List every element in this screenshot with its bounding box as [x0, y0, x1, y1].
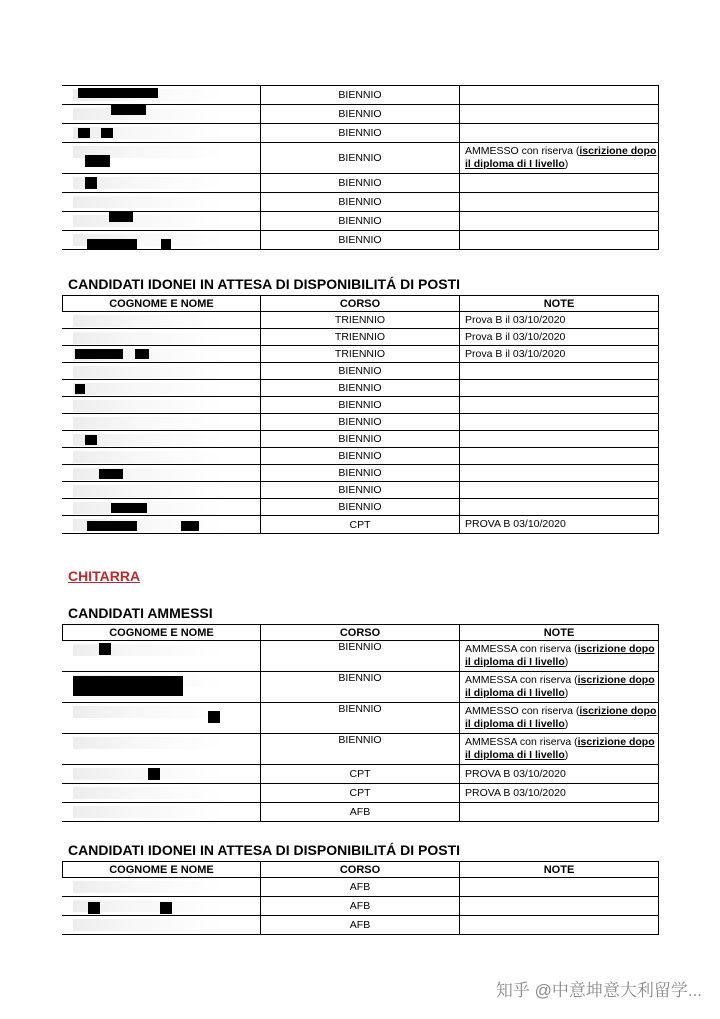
note-cell	[460, 465, 659, 482]
table-row	[63, 329, 659, 346]
note-cell	[460, 397, 659, 414]
note-cell: PROVA B 03/10/2020	[460, 516, 659, 534]
redacted-name	[63, 516, 261, 534]
corso-cell: BIENNIO	[261, 231, 460, 250]
note-cell: AMMESSA con riserva (iscrizione dopo il diploma di I livello)	[460, 734, 659, 765]
note-cell	[460, 482, 659, 499]
redacted-name	[63, 174, 261, 193]
corso-cell: BIENNIO	[261, 193, 460, 212]
redacted-name	[63, 765, 261, 784]
table-idonei-2	[62, 861, 659, 935]
redacted-name	[63, 346, 261, 363]
corso-cell: BIENNIO	[261, 641, 460, 672]
redacted-name	[63, 482, 261, 499]
corso-cell: AFB	[261, 803, 460, 822]
note-cell	[460, 363, 659, 380]
note-cell	[460, 916, 659, 935]
table-row	[63, 431, 659, 448]
heading-candidati-idonei-2: CANDIDATI IDONEI IN ATTESA DI DISPONIBILITÁ DI POSTI	[68, 842, 461, 858]
note-cell	[460, 86, 659, 105]
table-row	[63, 212, 659, 231]
note-cell: AMMESSA con riserva (iscrizione dopo il diploma di I livello)	[460, 672, 659, 703]
corso-cell: BIENNIO	[261, 86, 460, 105]
note-cell	[460, 499, 659, 516]
redacted-name	[63, 86, 261, 105]
redacted-name	[63, 803, 261, 822]
header-name: COGNOME E NOME	[63, 296, 261, 312]
note-cell	[460, 124, 659, 143]
redacted-name	[63, 703, 261, 734]
table-row	[63, 448, 659, 465]
table-header-row	[63, 625, 659, 641]
table-row	[63, 641, 659, 672]
redacted-name	[63, 916, 261, 935]
redacted-name	[63, 897, 261, 916]
corso-cell: BIENNIO	[261, 174, 460, 193]
header-name: COGNOME E NOME	[63, 625, 261, 641]
redacted-name	[63, 143, 261, 174]
redacted-name	[63, 734, 261, 765]
table-row	[63, 193, 659, 212]
note-cell	[460, 878, 659, 897]
note-cell: AMMESSO con riserva (iscrizione dopo il diploma di I livello)	[460, 143, 659, 174]
table-row	[63, 765, 659, 784]
corso-cell: BIENNIO	[261, 499, 460, 516]
note-cell	[460, 193, 659, 212]
header-corso: CORSO	[261, 625, 460, 641]
table-row	[63, 703, 659, 734]
redacted-name	[63, 312, 261, 329]
table-row	[63, 916, 659, 935]
corso-cell: BIENNIO	[261, 124, 460, 143]
redacted-name	[63, 499, 261, 516]
table-row	[63, 897, 659, 916]
redacted-name	[63, 212, 261, 231]
redacted-name	[63, 414, 261, 431]
header-corso: CORSO	[261, 862, 460, 878]
note-cell: AMMESSA con riserva (iscrizione dopo il diploma di I livello)	[460, 641, 659, 672]
table-row	[63, 414, 659, 431]
corso-cell: BIENNIO	[261, 143, 460, 174]
note-cell	[460, 414, 659, 431]
note-cell	[460, 803, 659, 822]
corso-cell: CPT	[261, 765, 460, 784]
table-row	[63, 397, 659, 414]
table-top	[62, 85, 659, 250]
corso-cell: AFB	[261, 916, 460, 935]
table-row	[63, 346, 659, 363]
corso-cell: BIENNIO	[261, 448, 460, 465]
table-row	[63, 312, 659, 329]
table-row	[63, 174, 659, 193]
header-name: COGNOME E NOME	[63, 862, 261, 878]
redacted-name	[63, 784, 261, 803]
corso-cell: BIENNIO	[261, 380, 460, 397]
header-note: NOTE	[460, 296, 659, 312]
table-header-row	[63, 296, 659, 312]
table-ammessi	[62, 624, 659, 822]
note-cell: PROVA B 03/10/2020	[460, 765, 659, 784]
redacted-name	[63, 431, 261, 448]
note-cell: Prova B il 03/10/2020	[460, 312, 659, 329]
corso-cell: BIENNIO	[261, 431, 460, 448]
heading-candidati-ammessi: CANDIDATI AMMESSI	[68, 605, 213, 621]
table-row	[63, 516, 659, 534]
corso-cell: TRIENNIO	[261, 312, 460, 329]
redacted-name	[63, 329, 261, 346]
corso-cell: BIENNIO	[261, 465, 460, 482]
redacted-name	[63, 465, 261, 482]
corso-cell: BIENNIO	[261, 105, 460, 124]
table-row	[63, 482, 659, 499]
header-note: NOTE	[460, 625, 659, 641]
heading-candidati-idonei: CANDIDATI IDONEI IN ATTESA DI DISPONIBILITÁ DI POSTI	[68, 276, 461, 292]
corso-cell: BIENNIO	[261, 703, 460, 734]
corso-cell: BIENNIO	[261, 212, 460, 231]
redacted-name	[63, 641, 261, 672]
table-row	[63, 363, 659, 380]
corso-cell: BIENNIO	[261, 397, 460, 414]
header-note: NOTE	[460, 862, 659, 878]
table-row	[63, 380, 659, 397]
corso-cell: AFB	[261, 878, 460, 897]
table-row	[63, 86, 659, 105]
watermark: 知乎 @中意坤意大利留学...	[495, 981, 702, 1000]
note-cell	[460, 105, 659, 124]
redacted-name	[63, 672, 261, 703]
section-chitarra: CHITARRA	[68, 568, 141, 584]
table-row	[63, 231, 659, 250]
redacted-name	[63, 105, 261, 124]
note-cell	[460, 380, 659, 397]
redacted-name	[63, 124, 261, 143]
redacted-name	[63, 193, 261, 212]
redacted-name	[63, 397, 261, 414]
corso-cell: BIENNIO	[261, 734, 460, 765]
corso-cell: BIENNIO	[261, 672, 460, 703]
header-corso: CORSO	[261, 296, 460, 312]
corso-cell: CPT	[261, 516, 460, 534]
redacted-name	[63, 448, 261, 465]
note-cell	[460, 231, 659, 250]
note-cell: PROVA B 03/10/2020	[460, 784, 659, 803]
table-row	[63, 465, 659, 482]
note-cell	[460, 897, 659, 916]
corso-cell: BIENNIO	[261, 414, 460, 431]
table-row	[63, 105, 659, 124]
corso-cell: TRIENNIO	[261, 346, 460, 363]
table-row	[63, 124, 659, 143]
table-row	[63, 803, 659, 822]
note-cell	[460, 174, 659, 193]
table-row	[63, 143, 659, 174]
table-row	[63, 499, 659, 516]
redacted-name	[63, 878, 261, 897]
table-row	[63, 878, 659, 897]
note-cell: AMMESSO con riserva (iscrizione dopo il diploma di I livello)	[460, 703, 659, 734]
corso-cell: BIENNIO	[261, 482, 460, 499]
note-cell	[460, 448, 659, 465]
note-cell	[460, 212, 659, 231]
corso-cell: AFB	[261, 897, 460, 916]
redacted-name	[63, 231, 261, 250]
corso-cell: CPT	[261, 784, 460, 803]
corso-cell: BIENNIO	[261, 363, 460, 380]
table-row	[63, 672, 659, 703]
table-row	[63, 784, 659, 803]
note-cell	[460, 431, 659, 448]
note-cell: Prova B il 03/10/2020	[460, 346, 659, 363]
redacted-name	[63, 363, 261, 380]
table-header-row	[63, 862, 659, 878]
corso-cell: TRIENNIO	[261, 329, 460, 346]
table-idonei-1	[62, 295, 659, 534]
table-row	[63, 734, 659, 765]
redacted-name	[63, 380, 261, 397]
note-cell: Prova B il 03/10/2020	[460, 329, 659, 346]
